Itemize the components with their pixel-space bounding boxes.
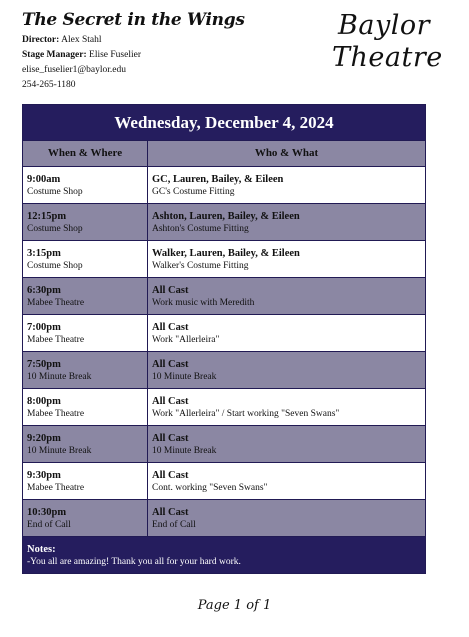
stage-manager-name: Elise Fuselier [89,50,141,60]
row-time: 9:20pm [27,433,61,444]
row-place: Mabee Theatre [27,335,85,345]
row-place: 10 Minute Break [27,372,92,382]
director-name: Alex Stahl [61,35,102,45]
page-number: Page 1 of 1 [197,598,272,613]
schedule-date: Wednesday, December 4, 2024 [23,105,425,140]
when-where-cell [23,167,148,203]
row-what: Ashton's Costume Fitting [152,224,249,234]
table-row [23,314,425,351]
row-place: Costume Shop [27,224,83,234]
when-where-cell [23,352,148,388]
who-what-cell [148,204,425,240]
row-time: 7:50pm [27,359,61,370]
who-what-cell [148,463,425,499]
notes-title: Notes: [27,544,56,555]
who-what-cell [148,167,425,203]
row-what: 10 Minute Break [152,446,217,456]
table-row [23,277,425,314]
row-time: 6:30pm [27,285,61,296]
row-place: Costume Shop [27,187,83,197]
when-where-cell [23,204,148,240]
row-what: Cont. working "Seven Swans" [152,483,268,493]
row-time: 9:00am [27,174,61,185]
row-time: 7:00pm [27,322,61,333]
table-row [23,462,425,499]
who-what-cell [148,315,425,351]
row-what: 10 Minute Break [152,372,217,382]
row-time: 8:00pm [27,396,61,407]
notes-body: -You all are amazing! Thank you all for your hard work. [27,557,241,567]
director-label: Director: [22,35,60,45]
row-what: Work "Allerleira" / Start working "Seven Swans" [152,409,340,419]
who-what-cell [148,426,425,462]
row-who: GC, Lauren, Bailey, & Eileen [152,174,284,185]
phone: 254-265-1180 [22,80,76,90]
schedule-table [22,104,426,574]
row-who: All Cast [152,322,189,333]
row-place: 10 Minute Break [27,446,92,456]
schedule-rows [23,166,425,536]
table-row [23,166,425,203]
logo-line-1: Baylor [338,10,430,41]
email[interactable]: elise_fuselier1@baylor.edu [22,65,126,75]
row-who: All Cast [152,470,189,481]
col-header-when: When & Where [23,141,148,166]
stage-manager-label: Stage Manager: [22,50,87,60]
row-place: Costume Shop [27,261,83,271]
row-who: All Cast [152,285,189,296]
row-who: Ashton, Lauren, Bailey, & Eileen [152,211,300,222]
row-who: Walker, Lauren, Bailey, & Eileen [152,248,300,259]
when-where-cell [23,426,148,462]
row-what: Walker's Costume Fitting [152,261,249,271]
row-place: Mabee Theatre [27,409,85,419]
table-row [23,351,425,388]
col-header-who: Who & What [254,147,319,159]
table-row [23,499,425,536]
who-what-cell [148,278,425,314]
who-what-cell [148,500,425,536]
row-time: 12:15pm [27,211,67,222]
notes-section [23,536,425,573]
who-what-cell [148,352,425,388]
who-what-cell [148,241,425,277]
row-what: End of Call [152,520,196,530]
row-time: 9:30pm [27,470,61,481]
table-row [23,203,425,240]
when-where-cell [23,500,148,536]
row-who: All Cast [152,396,189,407]
row-time: 3:15pm [27,248,61,259]
show-title: The Secret in the Wings [22,10,245,30]
table-row [23,388,425,425]
row-who: All Cast [152,359,189,370]
column-headers [23,140,425,166]
row-what: GC's Costume Fitting [152,187,235,197]
row-who: All Cast [152,433,189,444]
table-row [23,425,425,462]
when-where-cell [23,315,148,351]
row-place: Mabee Theatre [27,483,85,493]
when-where-cell [23,389,148,425]
row-what: Work "Allerleira" [152,335,220,345]
baylor-theatre-logo [330,10,443,80]
logo-line-2: Theatre [332,42,443,73]
row-who: All Cast [152,507,189,518]
row-time: 10:30pm [27,507,67,518]
when-where-cell [23,241,148,277]
row-what: Work music with Meredith [152,298,255,308]
when-where-cell [23,463,148,499]
table-row [23,240,425,277]
when-where-cell [23,278,148,314]
row-place: Mabee Theatre [27,298,85,308]
row-place: End of Call [27,520,71,530]
who-what-cell [148,389,425,425]
